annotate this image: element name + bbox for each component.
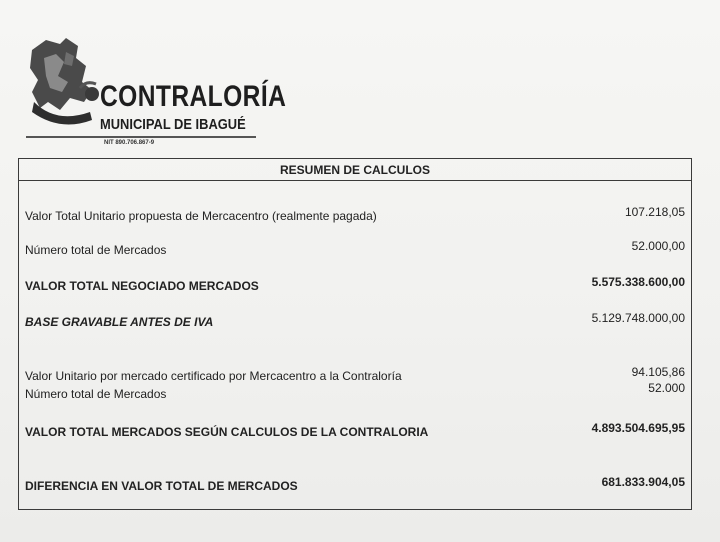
row-value: 5.129.748.000,00	[591, 311, 685, 325]
row-label: BASE GRAVABLE ANTES DE IVA	[25, 315, 214, 329]
row-label: Valor Total Unitario propuesta de Mercacentro (realmente pagada)	[25, 209, 377, 223]
row-value: 94.105,86	[631, 365, 685, 379]
row-value: 4.893.504.695,95	[591, 421, 685, 435]
row-value: 52.000	[648, 381, 685, 395]
row-value: 681.833.904,05	[601, 475, 685, 489]
contraloria-logo	[26, 32, 287, 152]
table-header: RESUMEN DE CALCULOS	[19, 159, 691, 181]
row-value: 107.218,05	[624, 205, 685, 219]
row-label: Número total de Mercados	[25, 387, 167, 401]
logo-nit: NIT 890.706.867-9	[104, 140, 155, 146]
map-emblem-icon	[26, 32, 106, 132]
row-label: Valor Unitario por mercado certificado por Mercacentro a la Contraloría	[25, 369, 402, 383]
row-label: Número total de Mercados	[25, 243, 167, 257]
logo-subtitle: MUNICIPAL DE IBAGUÉ	[100, 116, 246, 133]
summary-table	[18, 158, 692, 510]
row-label: VALOR TOTAL NEGOCIADO MERCADOS	[25, 279, 259, 293]
row-value: 52.000,00	[631, 239, 685, 253]
row-value: 5.575.338.600,00	[591, 275, 685, 289]
logo-divider	[26, 136, 256, 138]
logo-title: CONTRALORÍA	[100, 80, 287, 113]
row-label: DIFERENCIA EN VALOR TOTAL DE MERCADOS	[25, 479, 298, 493]
row-label: VALOR TOTAL MERCADOS SEGÚN CALCULOS DE LA CONTRALORIA	[25, 425, 429, 439]
